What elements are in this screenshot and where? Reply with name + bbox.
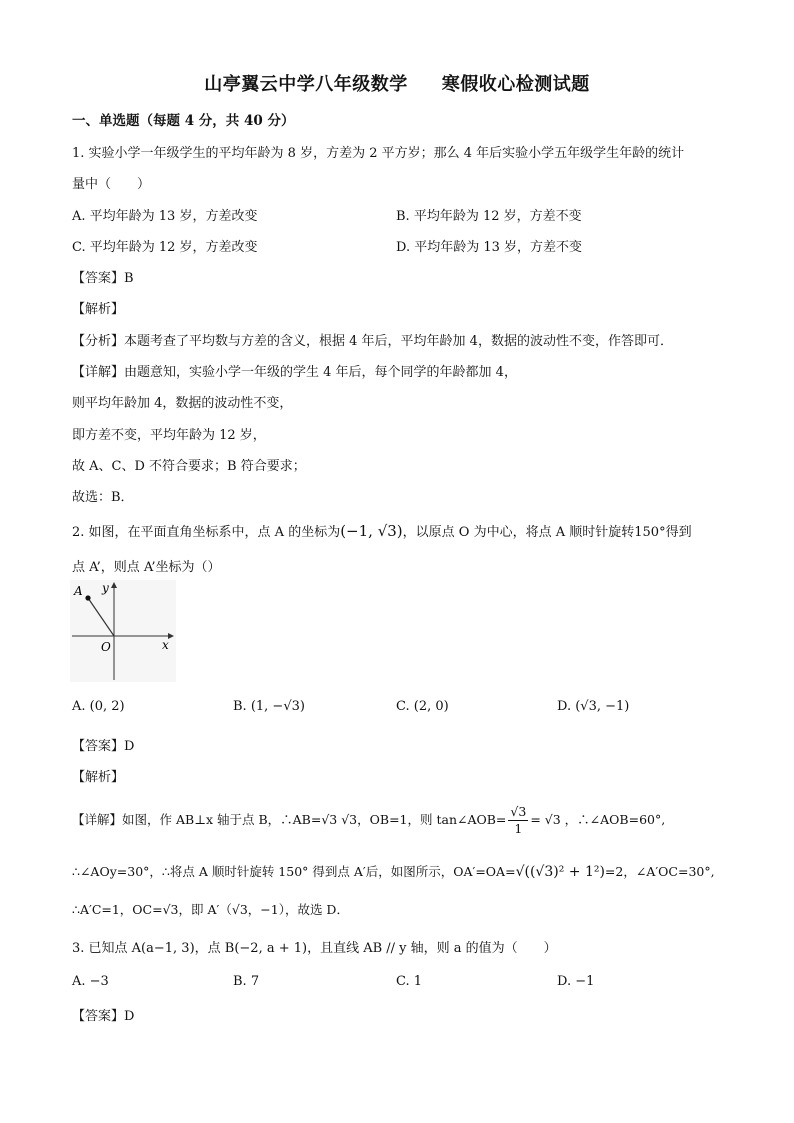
- q2-angle: 150°: [634, 525, 666, 540]
- label-o: O: [101, 640, 111, 654]
- answer-value: B: [124, 271, 134, 286]
- label-a: A: [74, 584, 83, 598]
- figure-background: [70, 580, 176, 682]
- detail-text-b: = √3 ，∴∠AOB=60°,: [530, 812, 666, 827]
- q1-stem-line1: 1. 实验小学一年级学生的平均年龄为 8 岁，方差为 2 平方岁；那么 4 年后实验小学五年级学生年龄的统计: [72, 146, 685, 161]
- q3-option-b: B. 7: [233, 974, 260, 989]
- q1-option-b: B. 平均年龄为 12 岁，方差不变: [396, 209, 582, 224]
- detail-text: 由题意知，实验小学一年级的学生 4 年后，每个同学的年龄都加 4，: [124, 365, 517, 380]
- q1-option-a: A. 平均年龄为 13 岁，方差改变: [72, 209, 258, 224]
- q2-stem-line2: 点 A’，则点 A’坐标为（）: [72, 560, 221, 575]
- q2-option-c: C. (2, 0): [396, 699, 449, 714]
- q1-fenxi: [72, 330, 673, 349]
- label-y: y: [102, 581, 109, 595]
- answer-tag: 【答案】: [72, 271, 125, 286]
- q3-option-d: D. −1: [557, 974, 595, 989]
- q3-stem: 3. 已知点 A(a−1, 3)，点 B(−2, a + 1)，且直线 AB // y 轴，则 a 的值为（ ）: [72, 941, 557, 956]
- q1-analysis-tag: 【解析】: [72, 302, 125, 317]
- q2-stem-b: ，以原点 O 为中心，将点 A 顺时针旋转: [402, 525, 635, 540]
- detail-text-a: 如图，作 AB⊥x 轴于点 B，∴AB=√3 √3，OB=1，则 tan∠AOB=: [122, 812, 507, 827]
- q2-option-d: D. (√3, −1): [557, 699, 630, 714]
- q2-stem-line1: [72, 521, 692, 540]
- q1-answer: [72, 267, 134, 286]
- q2-answer: [72, 735, 134, 754]
- page-title: [0, 70, 794, 96]
- section-heading: 一、单选题（每题 4 分，共 40 分）: [72, 113, 295, 129]
- tan-fraction: [508, 804, 528, 837]
- q2-stem-c: 得到: [665, 525, 692, 540]
- detail-text-b: =2，∠A′OC=30°,: [604, 864, 715, 879]
- coordinate-figure: [70, 580, 176, 682]
- q2-stem-a: 2. 如图，在平面直角坐标系中，点 A 的坐标为: [72, 525, 341, 540]
- radical-expression: √((√3)² + 1²): [515, 864, 605, 880]
- q3-option-a: A. −3: [72, 974, 109, 989]
- q1-option-c: C. 平均年龄为 12 岁，方差改变: [72, 240, 258, 255]
- detail-tag: 【详解】: [72, 812, 123, 827]
- fraction-denominator: 1: [514, 821, 523, 836]
- q2-detail-3: ∴A′C=1，OC=√3，即 A′（√3，−1），故选 D．: [72, 902, 349, 917]
- fenxi-text: 本题考查了平均数与方差的含义，根据 4 年后，平均年龄加 4，数据的波动性不变，作答即可．: [124, 334, 673, 349]
- q3-option-c: C. 1: [396, 974, 423, 989]
- q2-option-b: B. (1, −√3): [233, 699, 305, 714]
- q2-analysis-tag: 【解析】: [72, 770, 125, 785]
- title-school: 山亭翼云中学八年级数学: [204, 74, 408, 95]
- q2-option-a: A. (0, 2): [72, 699, 125, 714]
- answer-value: D: [124, 1009, 135, 1024]
- q1-detail-5: 故选：B．: [72, 490, 134, 505]
- q2-detail-2: [72, 862, 715, 880]
- title-exam: 寒假收心检测试题: [441, 74, 590, 95]
- label-x: x: [162, 638, 169, 652]
- q1-detail-2: 则平均年龄加 4，数据的波动性不变，: [72, 396, 293, 411]
- answer-tag: 【答案】: [72, 1009, 125, 1024]
- point-a: [85, 595, 90, 600]
- answer-tag: 【答案】: [72, 739, 125, 754]
- q1-detail-3: 即方差不变，平均年龄为 12 岁，: [72, 428, 266, 443]
- q2-coord: (−1, √3): [340, 522, 403, 540]
- q3-answer: [72, 1005, 134, 1024]
- q1-detail-4: 故 A、C、D 不符合要求；B 符合要求；: [72, 459, 306, 474]
- fenxi-tag: 【分析】: [72, 334, 125, 349]
- q1-stem-line2: 量中（ ）: [72, 177, 151, 192]
- detail-tag: 【详解】: [72, 365, 125, 380]
- answer-value: D: [124, 739, 135, 754]
- q2-detail-1: [72, 804, 665, 837]
- q1-option-d: D. 平均年龄为 13 岁，方差不变: [396, 240, 583, 255]
- fraction-numerator: √3: [510, 804, 527, 819]
- q1-detail-1: [72, 361, 517, 380]
- detail-text-a: ∴∠AOy=30°，∴将点 A 顺时针旋转 150° 得到点 A′后，如图所示，OA′=OA=: [72, 864, 516, 879]
